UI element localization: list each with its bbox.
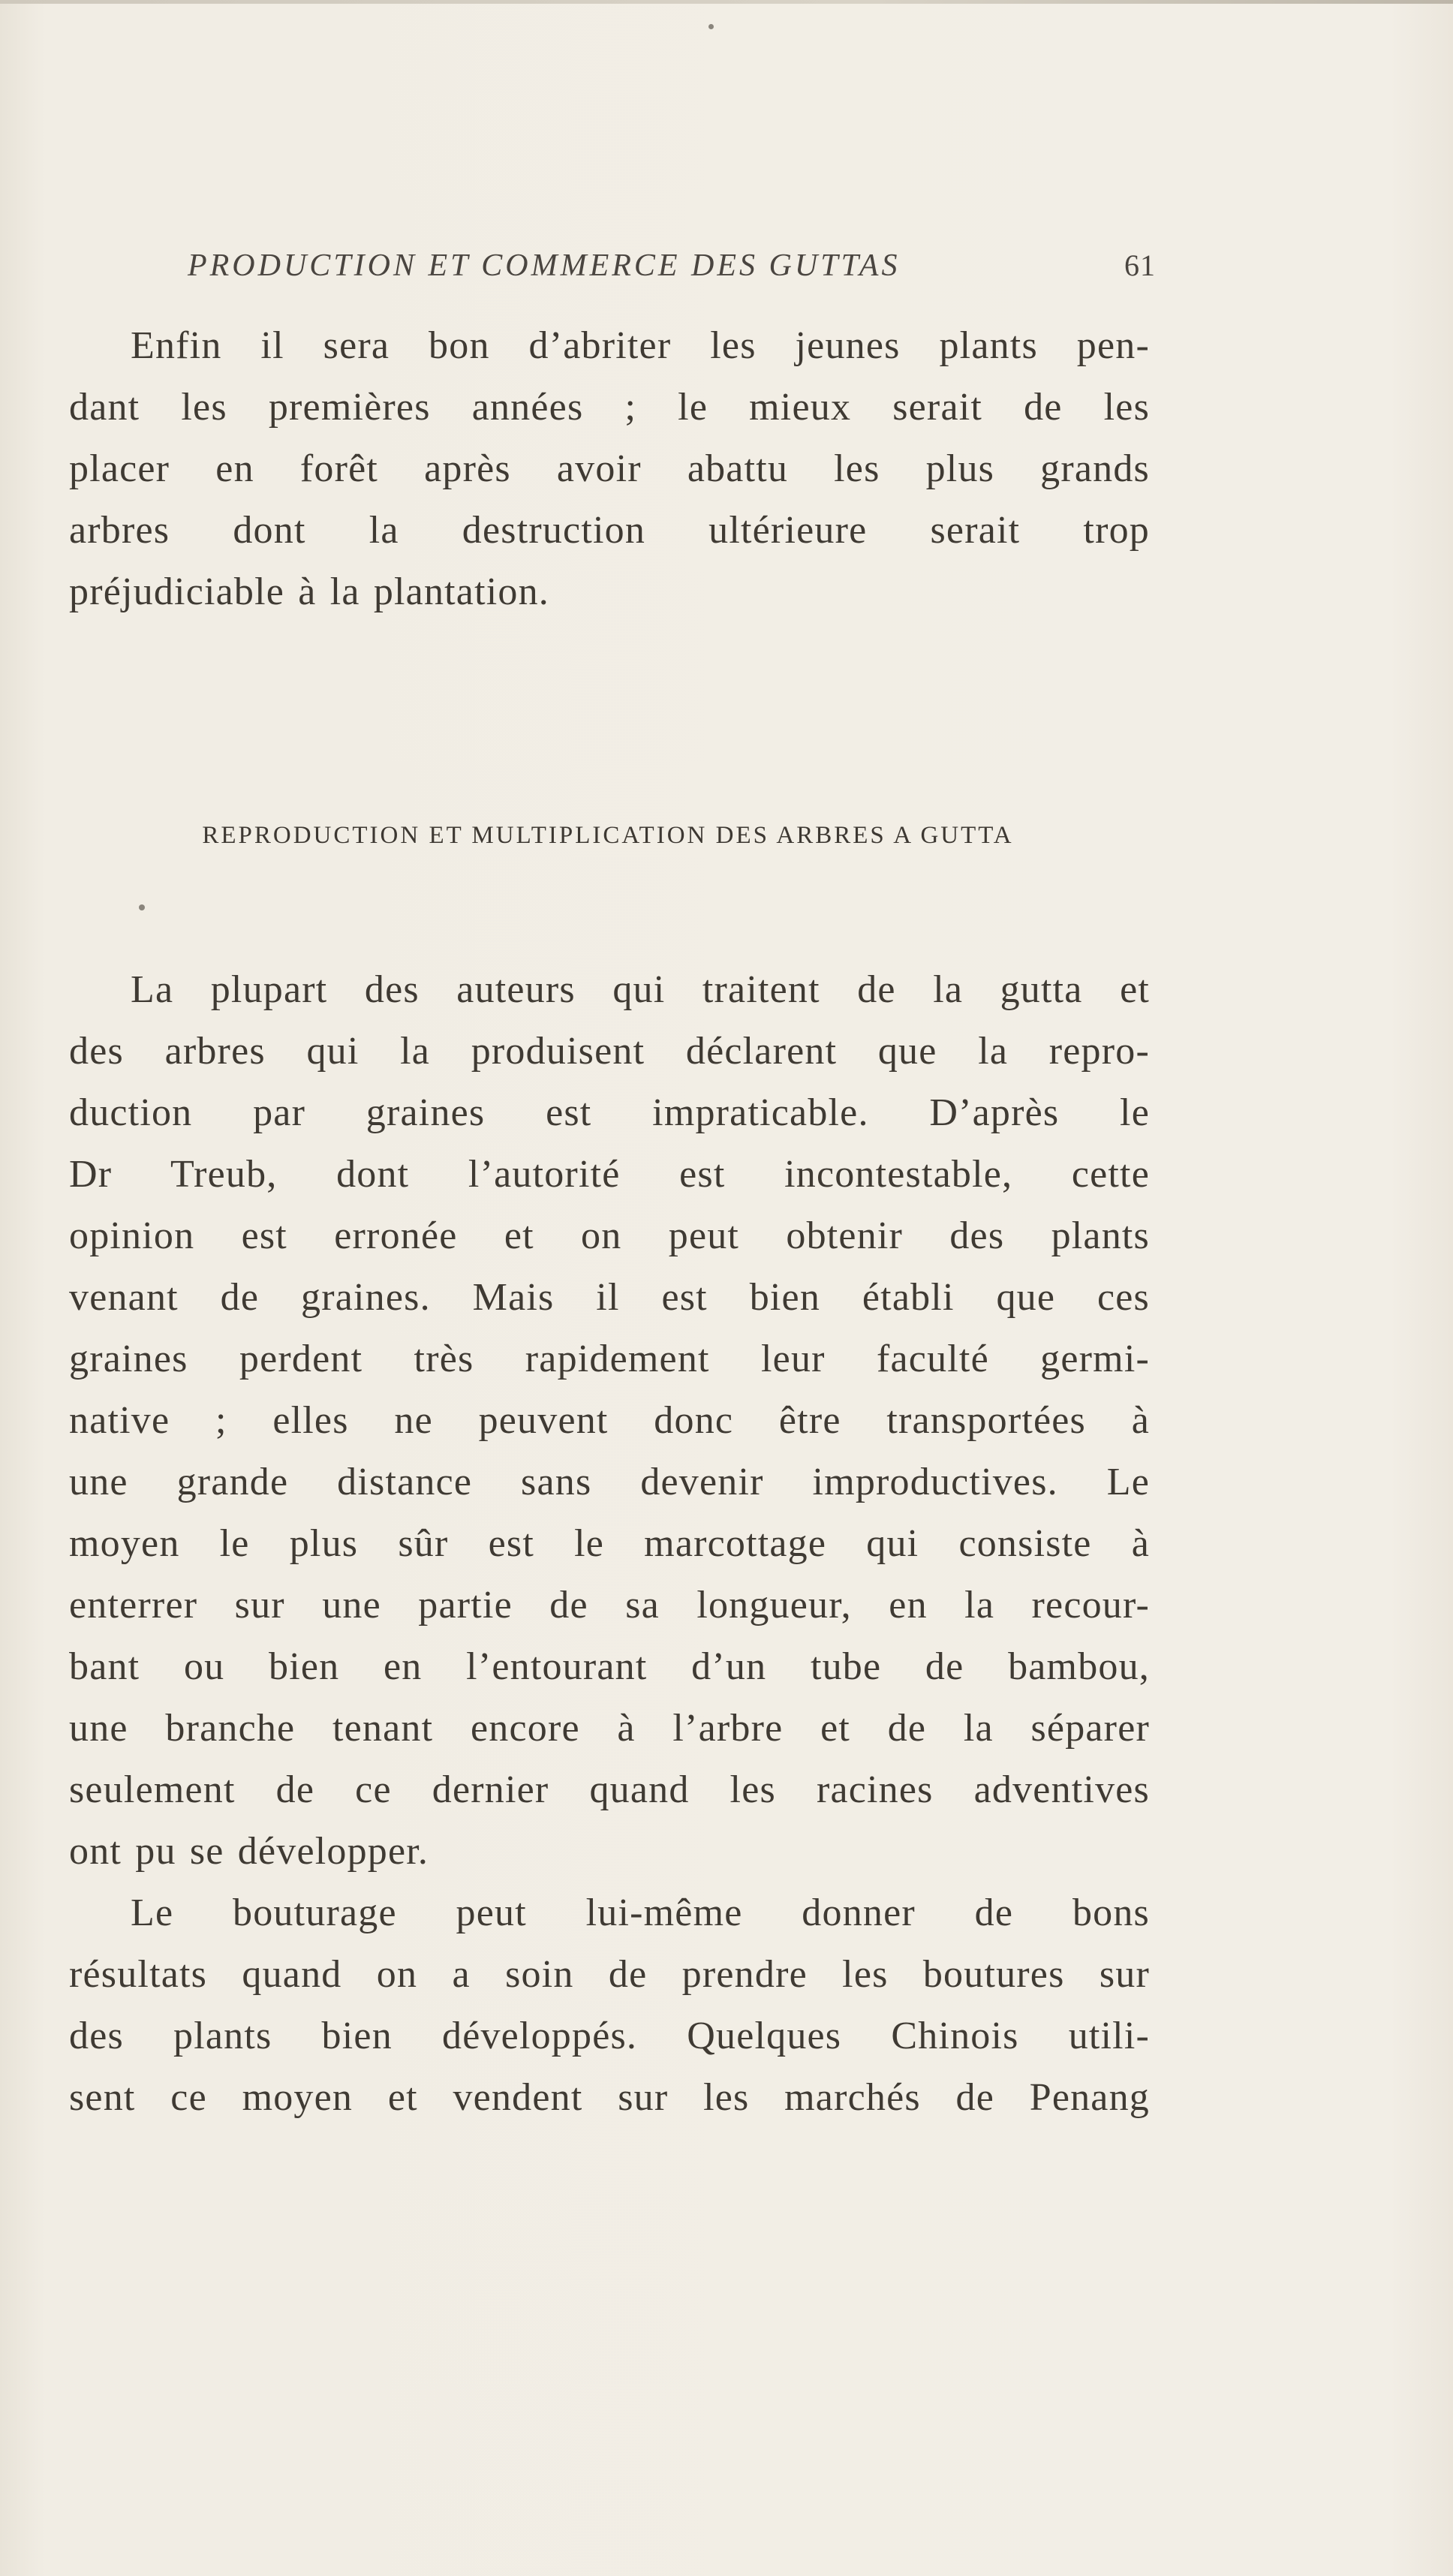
text-line: opinion est erronée et on peut obtenir des plants [69, 1214, 1150, 1257]
text-line: bant ou bien en l’entourant d’un tube de bambou, [69, 1645, 1150, 1688]
text-line: Dr Treub, dont l’autorité est incontestable, cette [69, 1153, 1150, 1196]
text-line: duction par graines est impraticable. D’après le [69, 1091, 1150, 1134]
paragraph-3 [69, 1882, 1150, 2129]
text-line: arbres dont la destruction ultérieure serait trop [69, 509, 1150, 552]
page-edge [0, 0, 1453, 4]
text-line: La plupart des auteurs qui traitent de la gutta et [131, 968, 1150, 1011]
text-line: une grande distance sans devenir improductives. Le [69, 1461, 1150, 1503]
text-line: enterrer sur une partie de sa longueur, en la recour- [69, 1584, 1150, 1627]
text-line: dant les premières années ; le mieux serait de les [69, 386, 1150, 429]
text-line: venant de graines. Mais il est bien établi que ces [69, 1276, 1150, 1319]
text-line: native ; elles ne peuvent donc être transportées à [69, 1399, 1150, 1442]
section-heading: REPRODUCTION ET MULTIPLICATION DES ARBRES A GUTTA [202, 822, 1014, 849]
text-line: ont pu se développer. [69, 1830, 429, 1873]
text-line: seulement de ce dernier quand les racines adventives [69, 1768, 1150, 1811]
running-title: PRODUCTION ET COMMERCE DES GUTTAS [188, 248, 901, 283]
text-line: moyen le plus sûr est le marcottage qui consiste à [69, 1522, 1150, 1565]
paragraph-1 [69, 315, 1150, 623]
text-line: une branche tenant encore à l’arbre et de la séparer [69, 1707, 1150, 1750]
page-number: 61 [1124, 248, 1156, 282]
text-line: des arbres qui la produisent déclarent que la repro- [69, 1030, 1150, 1073]
text-line: préjudiciable à la plantation. [69, 570, 549, 613]
text-line: des plants bien développés. Quelques Chinois utili- [69, 2015, 1150, 2057]
text-line: placer en forêt après avoir abattu les plus grands [69, 447, 1150, 490]
text-line: Enfin il sera bon d’abriter les jeunes plants pen- [131, 324, 1150, 367]
text-line: graines perdent très rapidement leur faculté germi- [69, 1338, 1150, 1380]
text-line: Le bouturage peut lui-même donner de bons [131, 1891, 1150, 1934]
text-line: sent ce moyen et vendent sur les marchés de Penang [69, 2076, 1150, 2119]
ink-speck [708, 24, 714, 29]
paragraph-2 [69, 959, 1150, 1882]
ink-speck [139, 904, 145, 910]
running-head [188, 248, 1156, 293]
text-line: résultats quand on a soin de prendre les boutures sur [69, 1953, 1150, 1996]
